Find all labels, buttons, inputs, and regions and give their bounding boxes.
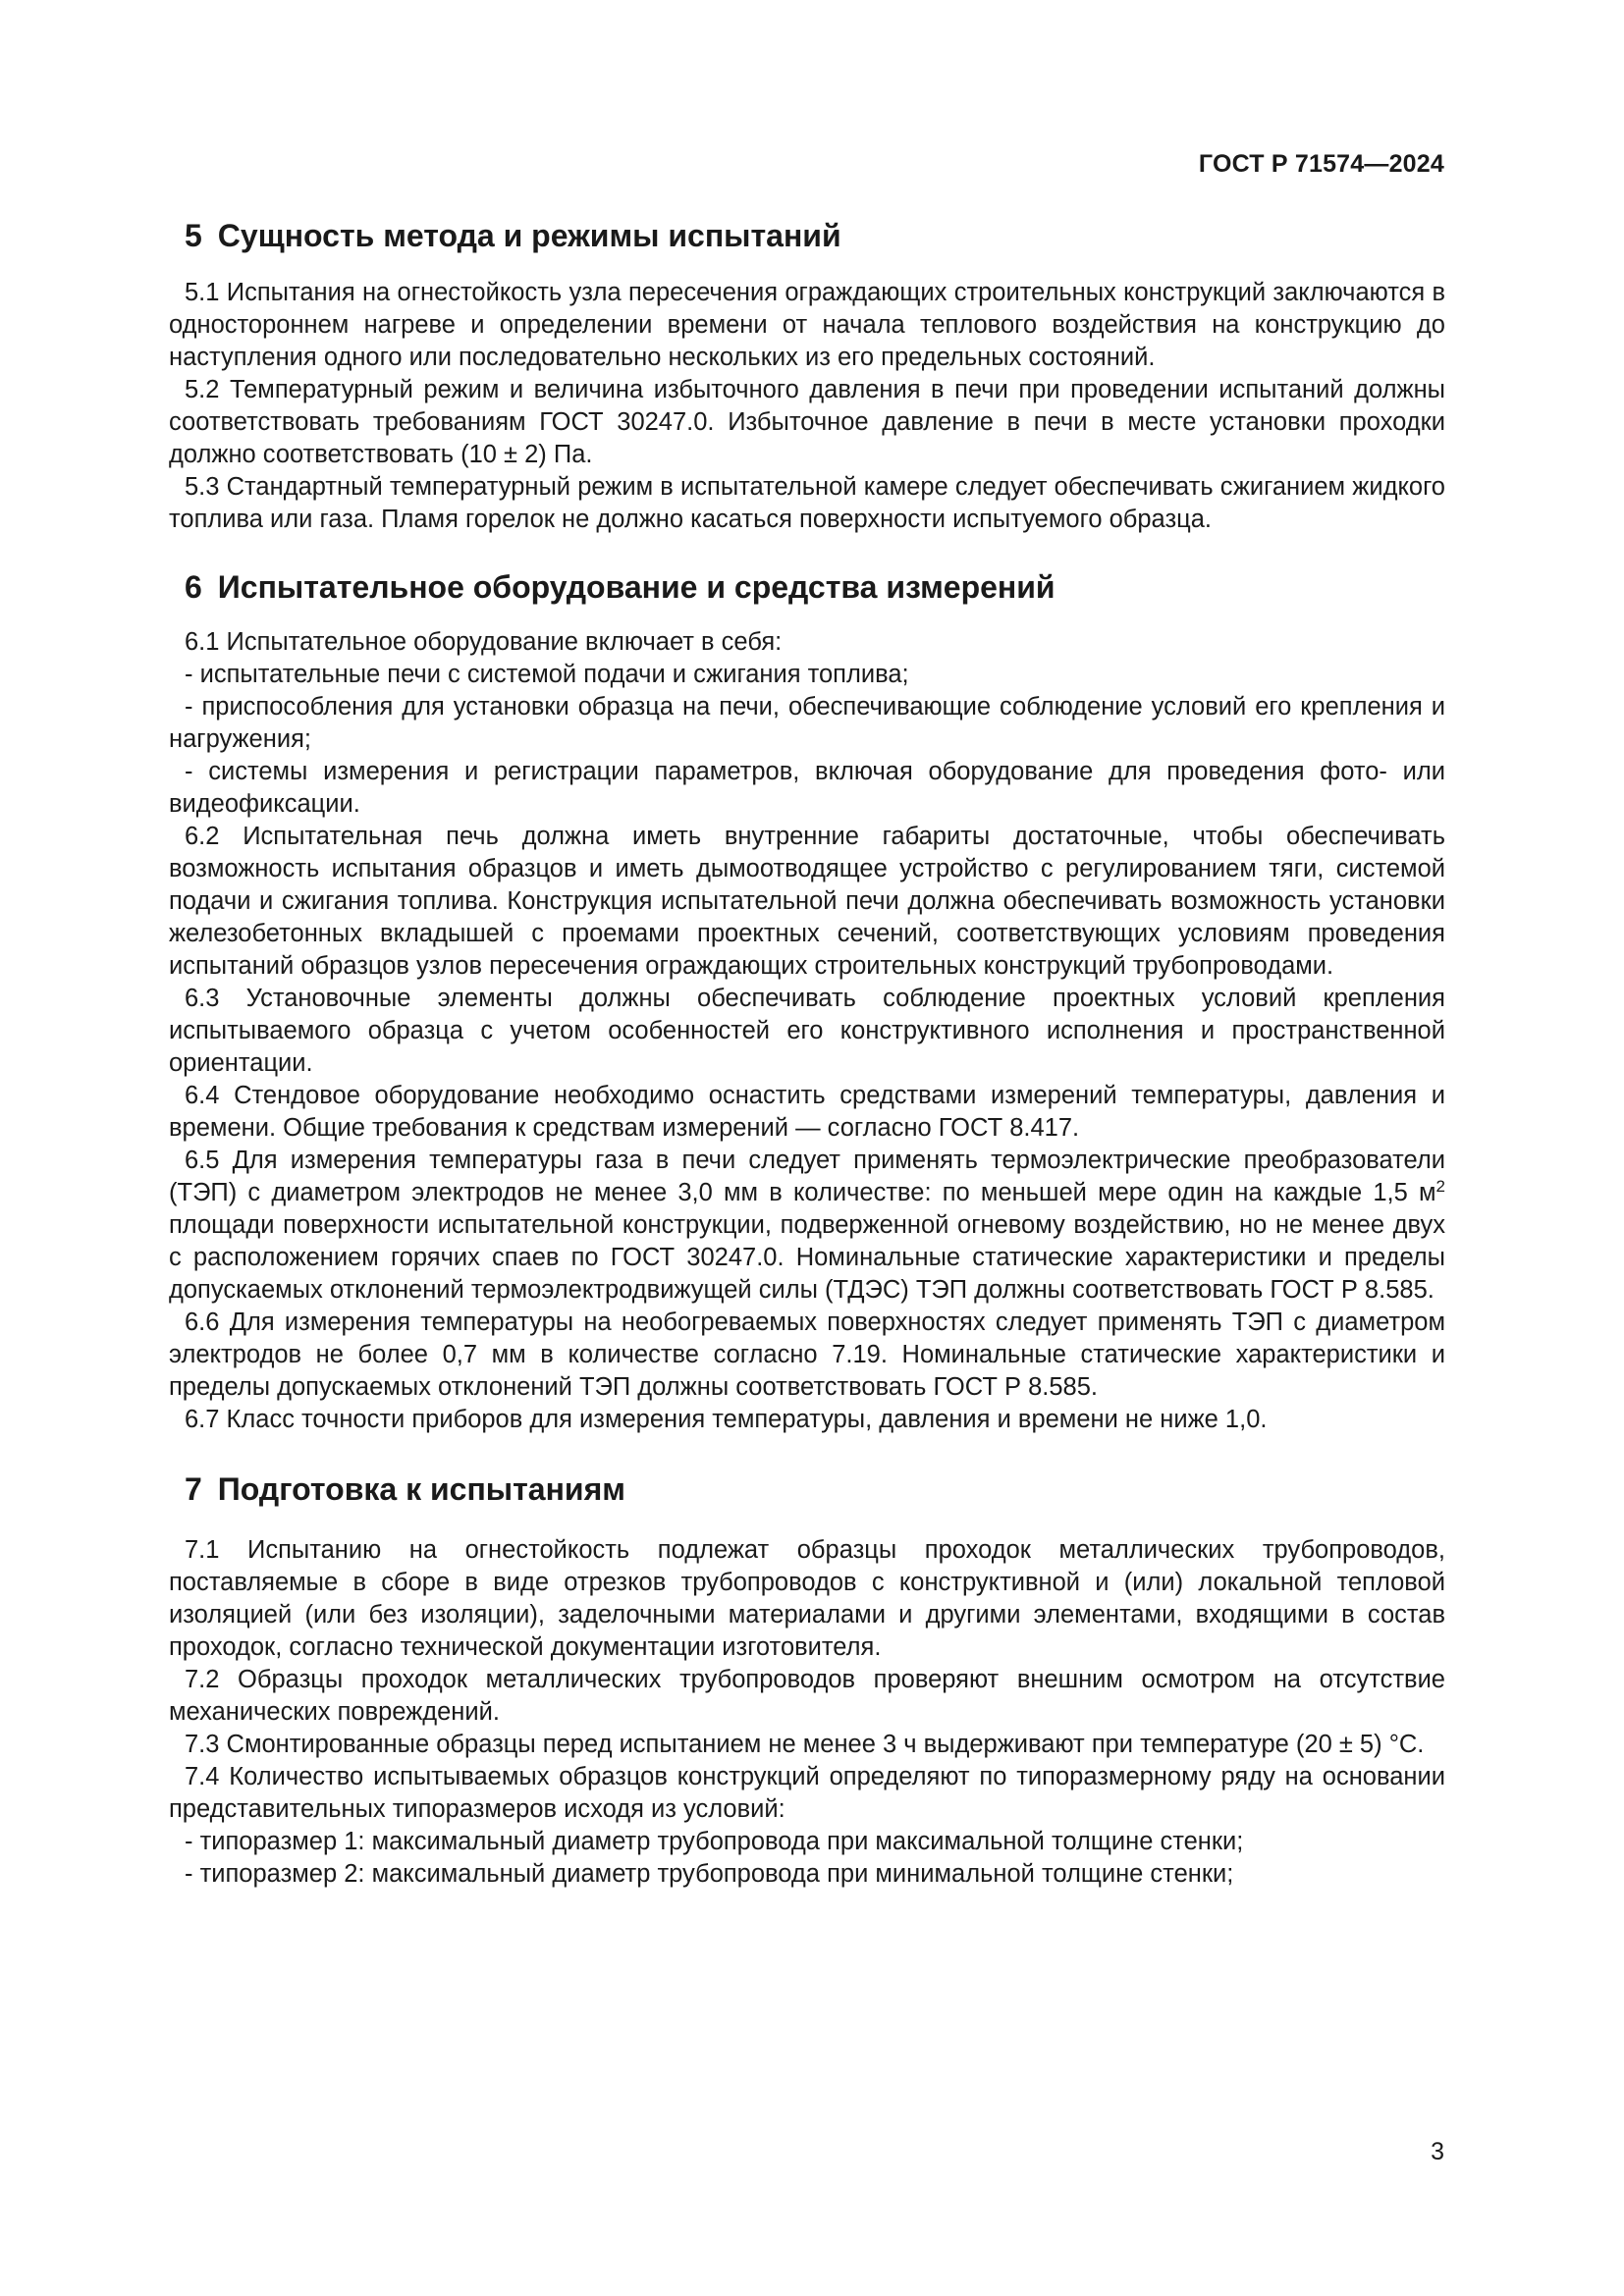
section-number: 5: [185, 218, 202, 253]
paragraph-7-3: 7.3 Смонтированные образцы перед испытанием не менее 3 ч выдерживают при температуре (20 ± 5) °С.: [185, 1731, 1425, 1758]
list-item: - типоразмер 2: максимальный диаметр трубопровода при минимальной толщине стенки;: [185, 1860, 1234, 1888]
section-title: Сущность метода и режимы испытаний: [217, 218, 841, 253]
section-5: [169, 216, 1445, 536]
paragraph-6-5-part-a: 6.5 Для измерения температуры газа в печи следует применять термоэлектрические преобразователи (ТЭП) с диаметром электродов не менее 3,0 мм в количестве: по меньшей мере один на каждые 1,5 м: [169, 1147, 1445, 1206]
paragraph-6-2: 6.2 Испытательная печь должна иметь внутренние габариты достаточные, чтобы обеспечивать возможность испытания образцов и иметь дымоотводящее устройство с регулированием тяги, системой подачи и сжигания топлива. Конструкция испытательной печи должна обеспечивать возможность установки железобетонных вкладышей с проемами проектных сечений, соответствующих условиям проведения испытаний образцов узлов пересечения ограждающих строительных конструкций трубопроводами.: [169, 823, 1445, 980]
paragraph-7-4: 7.4 Количество испытываемых образцов конструкций определяют по типоразмерному ряду на основании представительных типоразмеров исходя из условий:: [169, 1763, 1445, 1823]
list-item: - приспособления для установки образца на печи, обеспечивающие соблюдение условий его крепления и нагружения;: [169, 693, 1445, 753]
paragraph-7-1: 7.1 Испытанию на огнестойкость подлежат образцы проходок металлических трубопроводов, поставляемые в сборе в виде отрезков трубопроводов с конструктивной и (или) локальной тепловой изоляцией (или без изоляции), заделочными материалами и другими элементами, входящими в состав проходок, согласно технической документации изготовителя.: [169, 1536, 1445, 1661]
paragraph-6-5: [169, 1145, 1445, 1307]
paragraph-6-1: 6.1 Испытательное оборудование включает в себя:: [185, 628, 783, 656]
paragraph-6-3: 6.3 Установочные элементы должны обеспечивать соблюдение проектных условий крепления испытываемого образца с учетом особенностей его конструктивного исполнения и пространственной ориентации.: [169, 985, 1445, 1077]
section-number: 6: [185, 569, 202, 605]
document-header: ГОСТ Р 71574—2024: [1198, 150, 1444, 178]
page-number: 3: [1431, 2138, 1444, 2165]
document-body: [169, 216, 1445, 1891]
paragraph-5-1: 5.1 Испытания на огнестойкость узла пересечения ограждающих строительных конструкций заключаются в одностороннем нагреве и определении времени от начала теплового воздействия на конструкцию до наступления одного или последовательно нескольких из его предельных состояний.: [169, 279, 1445, 371]
section-heading: [169, 1469, 1445, 1509]
section-heading: [169, 567, 1445, 607]
paragraph-6-4: 6.4 Стендовое оборудование необходимо оснастить средствами измерений температуры, давления и времени. Общие требования к средствам измерений — согласно ГОСТ 8.417.: [169, 1082, 1445, 1142]
paragraph-7-2: 7.2 Образцы проходок металлических трубопроводов проверяют внешним осмотром на отсутствие механических повреждений.: [169, 1666, 1445, 1726]
section-title: Испытательное оборудование и средства измерений: [217, 569, 1056, 605]
paragraph-6-6: 6.6 Для измерения температуры на необогреваемых поверхностях следует применять ТЭП с диаметром электродов не более 0,7 мм в количестве согласно 7.19. Номинальные статические характеристики и пределы допускаемых отклонений ТЭП должны соответствовать ГОСТ Р 8.585.: [169, 1308, 1445, 1401]
list-item: - типоразмер 1: максимальный диаметр трубопровода при максимальной толщине стенки;: [185, 1828, 1244, 1855]
list-item: - испытательные печи с системой подачи и сжигания топлива;: [185, 661, 909, 688]
paragraph-5-3: 5.3 Стандартный температурный режим в испытательной камере следует обеспечивать сжиганием жидкого топлива или газа. Пламя горелок не должно касаться поверхности испытуемого образца.: [169, 473, 1445, 533]
paragraph-5-2: 5.2 Температурный режим и величина избыточного давления в печи при проведении испытаний должны соответствовать требованиям ГОСТ 30247.0. Избыточное давление в печи в месте установки проходки должно соответствовать (10 ± 2) Па.: [169, 376, 1445, 468]
section-7: [169, 1469, 1445, 1891]
section-number: 7: [185, 1471, 202, 1507]
section-title: Подготовка к испытаниям: [217, 1471, 625, 1507]
section-6: [169, 567, 1445, 1436]
section-heading: [169, 216, 1445, 255]
list-item: - системы измерения и регистрации параметров, включая оборудование для проведения фото- или видеофиксации.: [169, 758, 1445, 818]
paragraph-6-5-part-b: площади поверхности испытательной конструкции, подверженной огневому воздействию, но не менее двух с расположением горячих спаев по ГОСТ 30247.0. Номинальные статические характеристики и пределы допускаемых отклонений термоэлектродвижущей силы (ТДЭС) ТЭП должны соответствовать ГОСТ Р 8.585.: [169, 1211, 1445, 1304]
superscript: 2: [1435, 1177, 1445, 1196]
paragraph-6-7: 6.7 Класс точности приборов для измерения температуры, давления и времени не ниже 1,0.: [185, 1406, 1268, 1433]
